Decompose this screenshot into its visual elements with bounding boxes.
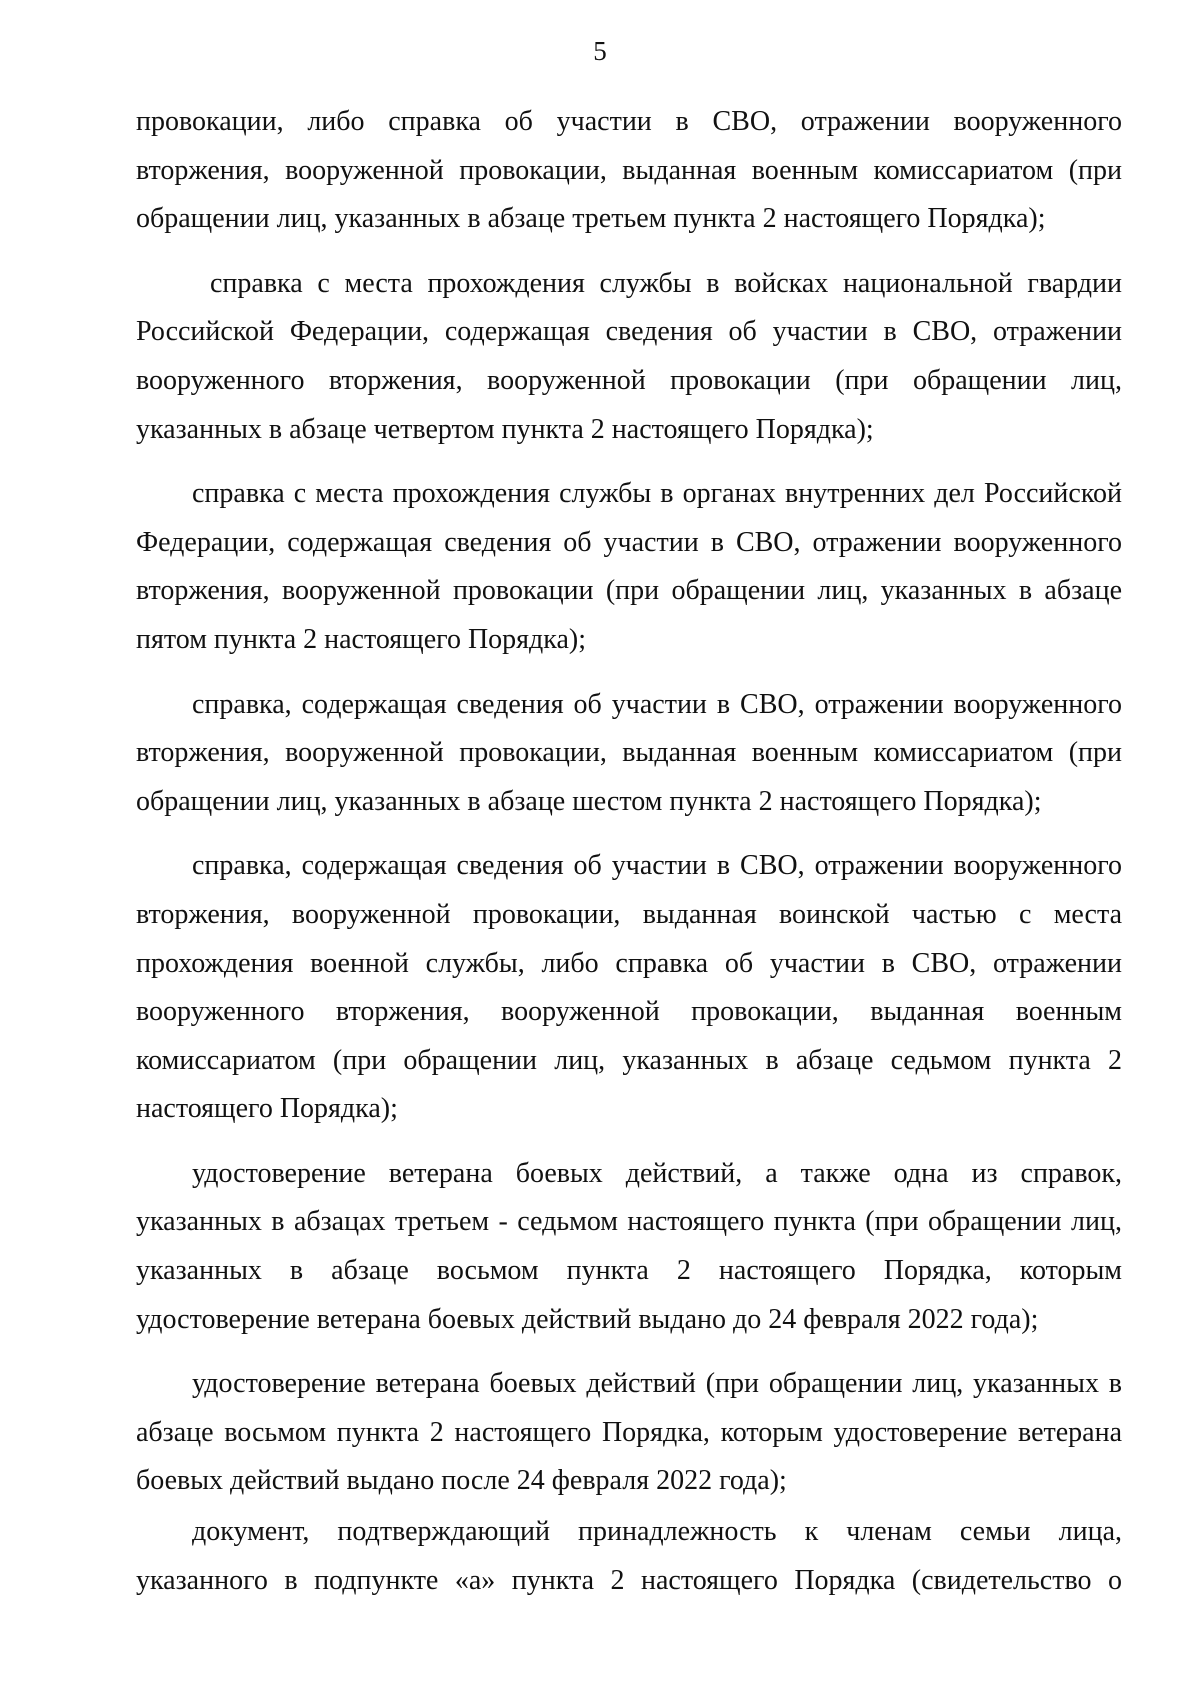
document-body xyxy=(136,98,1122,1621)
paragraph-7: удостоверение ветерана боевых действий (при обращении лиц, указанных в абзаце восьмом пункта 2 настоящего Порядка, которым удостоверение ветерана боевых действий выдано после 24 февраля 2022 года); xyxy=(136,1368,1122,1497)
paragraph-6: удостоверение ветерана боевых действий, а также одна из справок, указанных в абзацах третьем - седьмом настоящего пункта (при обращении лиц, указанных в абзаце восьмом пункта 2 настоящего Порядка, которым удостоверение ветерана боевых действий выдано до 24 февраля 2022 года); xyxy=(136,1157,1122,1335)
paragraph-1: провокации, либо справка об участии в СВО, отражении вооруженного вторжения, вооруженной провокации, выданная военным комиссариатом (при обращении лиц, указанных в абзаце третьем пункта 2 настоящего Порядка); xyxy=(136,106,1122,235)
paragraph-8: документ, подтверждающий принадлежность к членам семьи лица, указанного в подпункте «а» пункта 2 настоящего Порядка (свидетельство о xyxy=(136,1516,1122,1596)
paragraph-5: справка, содержащая сведения об участии в СВО, отражении вооруженного вторжения, вооруженной провокации, выданная воинской частью с места прохождения военной службы, либо справка об участии в СВО, отражении вооруженного вторжения, вооруженной провокации, выданная военным комиссариатом (при обращении лиц, указанных в абзаце седьмом пункта 2 настоящего Порядка); xyxy=(136,850,1122,1125)
page-number: 5 xyxy=(593,36,607,66)
paragraph-2: справка с места прохождения службы в войсках национальной гвардии Российской Федерации, содержащая сведения об участии в СВО, отражении вооруженного вторжения, вооруженной провокации (при обращении лиц, указанных в абзаце четвертом пункта 2 настоящего Порядка); xyxy=(136,267,1122,445)
paragraph-3: справка с места прохождения службы в органах внутренних дел Российской Федерации, содержащая сведения об участии в СВО, отражении вооруженного вторжения, вооруженной провокации (при обращении лиц, указанных в абзаце пятом пункта 2 настоящего Порядка); xyxy=(136,478,1122,655)
paragraph-4: справка, содержащая сведения об участии в СВО, отражении вооруженного вторжения, вооруженной провокации, выданная военным комиссариатом (при обращении лиц, указанных в абзаце шестом пункта 2 настоящего Порядка); xyxy=(136,688,1122,817)
